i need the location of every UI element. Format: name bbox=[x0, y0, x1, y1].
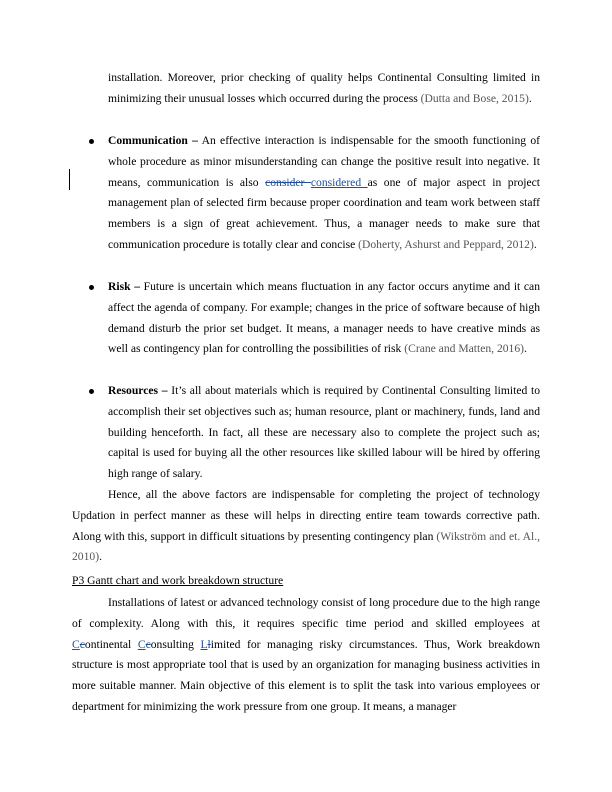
tracked-insertion[interactable]: considered bbox=[310, 175, 368, 189]
intro-paragraph bbox=[108, 68, 540, 110]
risk-end: . bbox=[524, 342, 527, 356]
tracked-deletion[interactable]: c bbox=[145, 637, 151, 651]
bullet-risk bbox=[89, 285, 94, 290]
resources-term: Resources – bbox=[108, 384, 168, 397]
risk-paragraph bbox=[108, 277, 540, 360]
summary-end: . bbox=[99, 550, 102, 564]
communication-end: . bbox=[533, 237, 537, 251]
risk-text: Future is uncertain which means fluctuation in any factor occurs anytime and it can affect the agenda of company. For example; changes in the price of software because of high demand disturb the prior set budget. It means, a manager needs to have creative minds as well as contingency plan for controlling the possibilities of risk bbox=[108, 280, 540, 356]
communication-text-a: An effective interaction is indispensable for the smooth functioning of whole procedure as minor misunderstanding can change the positive result into negative. It means, communication is also bbox=[108, 134, 540, 189]
tracked-insertion[interactable]: L bbox=[200, 637, 208, 651]
communication-paragraph bbox=[108, 131, 540, 256]
section-word: onsulting bbox=[150, 637, 201, 651]
summary-citation: (Wikström and et. Al., 2010) bbox=[72, 529, 540, 564]
tracked-deletion[interactable]: l bbox=[207, 637, 211, 651]
risk-term: Risk – bbox=[108, 280, 140, 293]
risk-citation: (Crane and Matten, 2016) bbox=[404, 342, 524, 356]
bullet-communication bbox=[89, 139, 94, 144]
tracked-deletion[interactable]: consider bbox=[265, 175, 311, 189]
resources-paragraph bbox=[108, 381, 540, 485]
communication-citation: (Doherty, Ashurst and Peppard, 2012) bbox=[358, 237, 534, 251]
communication-term: Communication – bbox=[108, 134, 198, 147]
change-bar bbox=[69, 169, 70, 190]
section-heading: P3 Gantt chart and work breakdown structure bbox=[72, 574, 284, 587]
section-text-b: imited for managing risky circumstances. Thus, Work breakdown structure is most appropriate tool that is used by an organization for managing business activities in more suitable manner. Main objective of this element is to split the task into various employees or department for minimizing the work pressure from one group. It means, a manager bbox=[72, 637, 540, 713]
intro-citation: (Dutta and Bose, 2015) bbox=[420, 91, 529, 105]
tracked-insertion[interactable]: C bbox=[72, 637, 80, 651]
summary-text: Hence, all the above factors are indispensable for completing the project of technology Updation in perfect manner as these will helps in directing entire team towards corrective path. Along with this, support in difficult situations by presenting contingency plan bbox=[72, 488, 540, 543]
section-paragraph bbox=[72, 593, 540, 718]
intro-text: installation. Moreover, prior checking of quality helps Continental Consulting limited in minimizing their unusual losses which occurred during the process bbox=[108, 71, 540, 105]
summary-paragraph bbox=[72, 485, 540, 568]
tracked-insertion[interactable]: C bbox=[137, 637, 146, 651]
tracked-deletion[interactable]: c bbox=[79, 637, 85, 651]
communication-text-b: as one of major aspect in project management plan of selected firm because proper coordination and team work between staff members is a sign of great achievement. Thus, a manager needs to make sure that communication procedure is totally clear and concise bbox=[108, 175, 540, 251]
intro-end: . bbox=[528, 91, 532, 105]
resources-text: It’s all about materials which is required by Continental Consulting limited to accomplish their set objectives such as; human resource, plant or machinery, funds, land and building henceforth. In fact, all these are necessary also to complete the project such as; capital is used for buying all the other resources like skilled labour will be hired by offering high range of salary. bbox=[108, 384, 540, 481]
bullet-resources bbox=[89, 389, 94, 394]
section-word: ontinental bbox=[84, 637, 138, 651]
section-text-a: Installations of latest or advanced technology consist of long procedure due to the high range of complexity. Along with this, it requires specific time period and skilled employees at bbox=[72, 596, 540, 630]
